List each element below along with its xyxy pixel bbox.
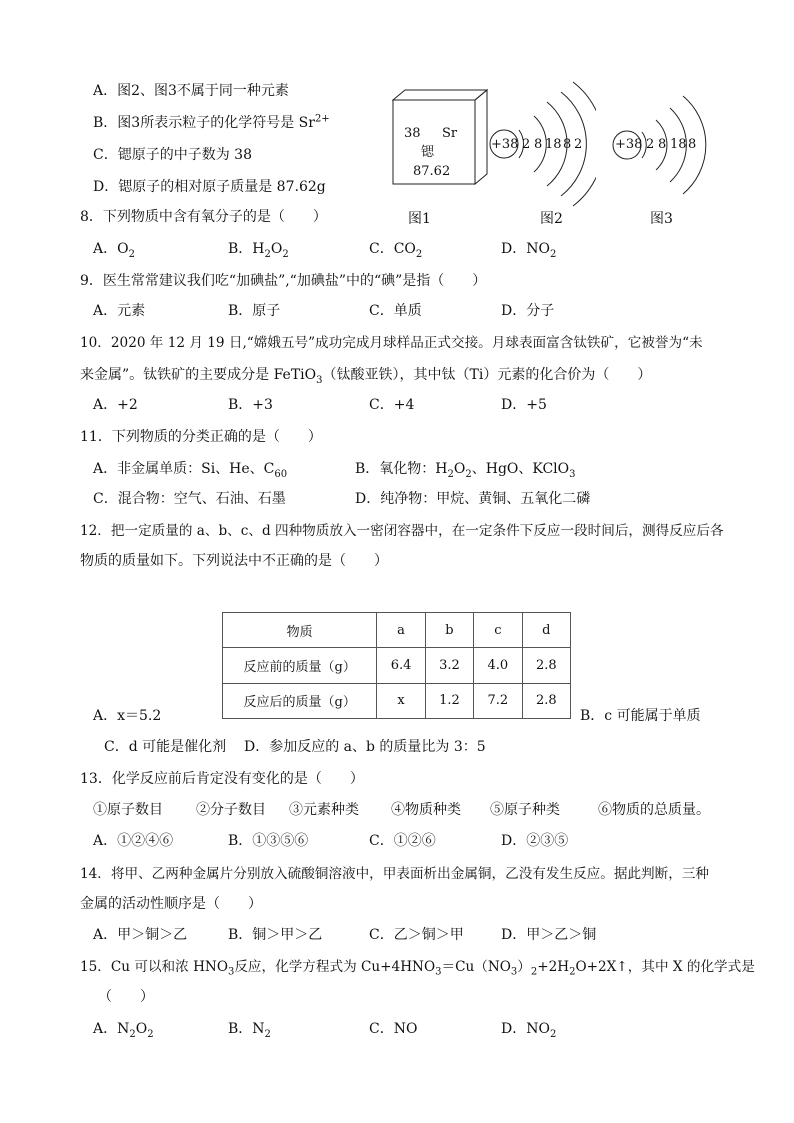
q12-line-2: 物质的质量如下。下列说法中不正确的是（ ） bbox=[80, 553, 388, 569]
q13-stem: 13．化学反应前后肯定没有变化的是（ ） bbox=[80, 771, 364, 787]
q14-option-b: B．铜＞甲＞乙 bbox=[228, 927, 323, 943]
q13-option-d: D．②③⑤ bbox=[501, 833, 569, 849]
q7-option-c: C．锶原子的中子数为 38 bbox=[93, 147, 252, 163]
table-cell: x bbox=[377, 683, 425, 718]
q9-option-b: B．原子 bbox=[228, 303, 281, 319]
q8-option-b: B．$H_2O_2$ bbox=[228, 241, 289, 260]
q13-item: ③元素种类 bbox=[289, 802, 359, 818]
q7-option-b: B．图3所表示粒子的化学符号是 $Sr^{2+}$ bbox=[93, 113, 330, 131]
element-cell-figure bbox=[385, 88, 495, 198]
q14-option-c: C．乙＞铜＞甲 bbox=[369, 927, 464, 943]
atomic-number: 38 bbox=[404, 126, 421, 141]
table-row bbox=[223, 648, 571, 683]
q7-option-d: D．锶原子的相对原子质量是 87.62g bbox=[93, 179, 326, 195]
q8-option-a: A．$O_2$ bbox=[93, 241, 135, 260]
q13-item: ⑥物质的总质量。 bbox=[598, 802, 710, 818]
table-cell: 反应后的质量（g） bbox=[223, 683, 377, 718]
q14-option-a: A．甲＞铜＞乙 bbox=[93, 927, 188, 943]
table-header-cell: b bbox=[425, 613, 473, 648]
q12-option-a: A．x＝5.2 bbox=[93, 708, 162, 724]
q14-line-2: 金属的活动性顺序是（ ） bbox=[80, 896, 262, 912]
table-row bbox=[223, 683, 571, 718]
q10-option-d: D．+5 bbox=[501, 397, 547, 413]
table-cell: 反应前的质量（g） bbox=[223, 648, 377, 683]
fig3-shell-3: 18 bbox=[670, 137, 687, 152]
table-cell: 3.2 bbox=[425, 648, 473, 683]
q12-option-c: C．d 可能是催化剂 bbox=[104, 739, 227, 755]
fig3-shell-4: 8 bbox=[688, 137, 697, 152]
fig2-shell-4: 8 bbox=[563, 137, 572, 152]
mass-table bbox=[222, 612, 571, 719]
table-cell: 2.8 bbox=[522, 648, 570, 683]
q10-option-a: A．+2 bbox=[93, 397, 138, 413]
q9-stem: 9．医生常常建议我们吃“加碘盐”,“加碘盐”中的“碘”是指（ ） bbox=[80, 273, 487, 289]
fig2-nucleus: +38 bbox=[491, 137, 519, 152]
figure-3-label: 图3 bbox=[650, 211, 673, 227]
q8-stem: 8．下列物质中含有氧分子的是（ ） bbox=[80, 209, 327, 225]
table-header-cell: c bbox=[474, 613, 522, 648]
q11-stem: 11．下列物质的分类正确的是（ ） bbox=[80, 429, 322, 445]
q13-option-a: A．①②④⑥ bbox=[93, 833, 174, 849]
q13-item: ②分子数目 bbox=[196, 802, 266, 818]
table-header-cell: d bbox=[522, 613, 570, 648]
q9-option-a: A．元素 bbox=[93, 303, 146, 319]
table-row bbox=[223, 613, 571, 648]
q7-option-a: A．图2、图3不属于同一种元素 bbox=[93, 83, 289, 99]
table-cell: 6.4 bbox=[377, 648, 425, 683]
q10-line-2: 来金属”。钛铁矿的主要成分是 FeTiO$_3$（钛酸亚铁），其中钛（Ti）元素的化合价为（ ） bbox=[80, 367, 652, 386]
q11-option-a: A．非金属单质：Si、He、$C_{60}$ bbox=[93, 461, 288, 480]
figure-2-label: 图2 bbox=[540, 211, 563, 227]
fig3-shell-2: 8 bbox=[658, 137, 667, 152]
fig2-shell-2: 8 bbox=[534, 137, 543, 152]
q13-item: ①原子数目 bbox=[93, 802, 163, 818]
q15-option-a: A．$N_2O_2$ bbox=[93, 1021, 154, 1040]
q9-option-d: D．分子 bbox=[501, 303, 555, 319]
q13-item: ⑤原子种类 bbox=[490, 802, 560, 818]
q15-line-1: 15．Cu 可以和浓 $HNO_3$反应，化学方程式为 $Cu+4HNO_3=Cu(NO_3)_2+2H_2O+2X↑$，其中 X 的化学式是 bbox=[80, 959, 755, 978]
table-cell: 2.8 bbox=[522, 683, 570, 718]
fig3-shell-1: 2 bbox=[646, 137, 655, 152]
q15-option-b: B．$N_2$ bbox=[228, 1021, 271, 1040]
q12-line-1: 12．把一定质量的 a、b、c、d 四种物质放入一密闭容器中，在一定条件下反应一段时间后，测得反应后各 bbox=[80, 523, 724, 539]
table-cell: 4.0 bbox=[474, 648, 522, 683]
q13-item: ④物质种类 bbox=[391, 802, 461, 818]
q8-option-c: C．$CO_2$ bbox=[369, 241, 423, 260]
fig2-shell-1: 2 bbox=[522, 137, 531, 152]
q10-option-b: B．+3 bbox=[228, 397, 273, 413]
q15-option-d: D．$NO_2$ bbox=[501, 1021, 557, 1040]
q11-option-c: C．混合物：空气、石油、石墨 bbox=[93, 491, 286, 507]
table-header-cell: a bbox=[377, 613, 425, 648]
q11-option-b: B．氧化物：$H_2O_2$、HgO、KClO$_3$ bbox=[355, 461, 576, 480]
figure-1-label: 图1 bbox=[408, 211, 431, 227]
q10-line-1: 10．2020 年 12 月 19 日,“嫦娥五号”成功完成月球样品正式交接。月球表面富含钛铁矿，它被誉为“未 bbox=[80, 335, 703, 351]
q8-option-d: D．$NO_2$ bbox=[501, 241, 557, 260]
q13-option-b: B．①③⑤⑥ bbox=[228, 833, 309, 849]
table-header-cell: 物质 bbox=[223, 613, 377, 648]
q14-line-1: 14．将甲、乙两种金属片分别放入硫酸铜溶液中，甲表面析出金属铜，乙没有发生反应。据此判断，三种 bbox=[80, 866, 710, 882]
element-symbol: Sr bbox=[442, 126, 458, 141]
fig2-shell-3: 18 bbox=[545, 137, 562, 152]
q13-option-c: C．①②⑥ bbox=[369, 833, 436, 849]
table-cell: 7.2 bbox=[474, 683, 522, 718]
atomic-mass: 87.62 bbox=[413, 164, 451, 179]
q10-option-c: C．+4 bbox=[369, 397, 415, 413]
q12-option-d: D．参加反应的 a、b 的质量比为 3：5 bbox=[244, 739, 486, 755]
fig3-nucleus: +38 bbox=[615, 137, 643, 152]
q15-line-2: （ ） bbox=[98, 989, 154, 1005]
q14-option-d: D．甲＞乙＞铜 bbox=[501, 927, 597, 943]
fig2-shell-5: 2 bbox=[574, 137, 583, 152]
q15-option-c: C．NO bbox=[369, 1021, 418, 1037]
element-name: 锶 bbox=[421, 145, 435, 160]
q9-option-c: C．单质 bbox=[369, 303, 422, 319]
table-cell: 1.2 bbox=[425, 683, 473, 718]
q11-option-d: D．纯净物：甲烷、黄铜、五氧化二磷 bbox=[355, 491, 591, 507]
q12-option-b: B．c 可能属于单质 bbox=[580, 708, 701, 724]
